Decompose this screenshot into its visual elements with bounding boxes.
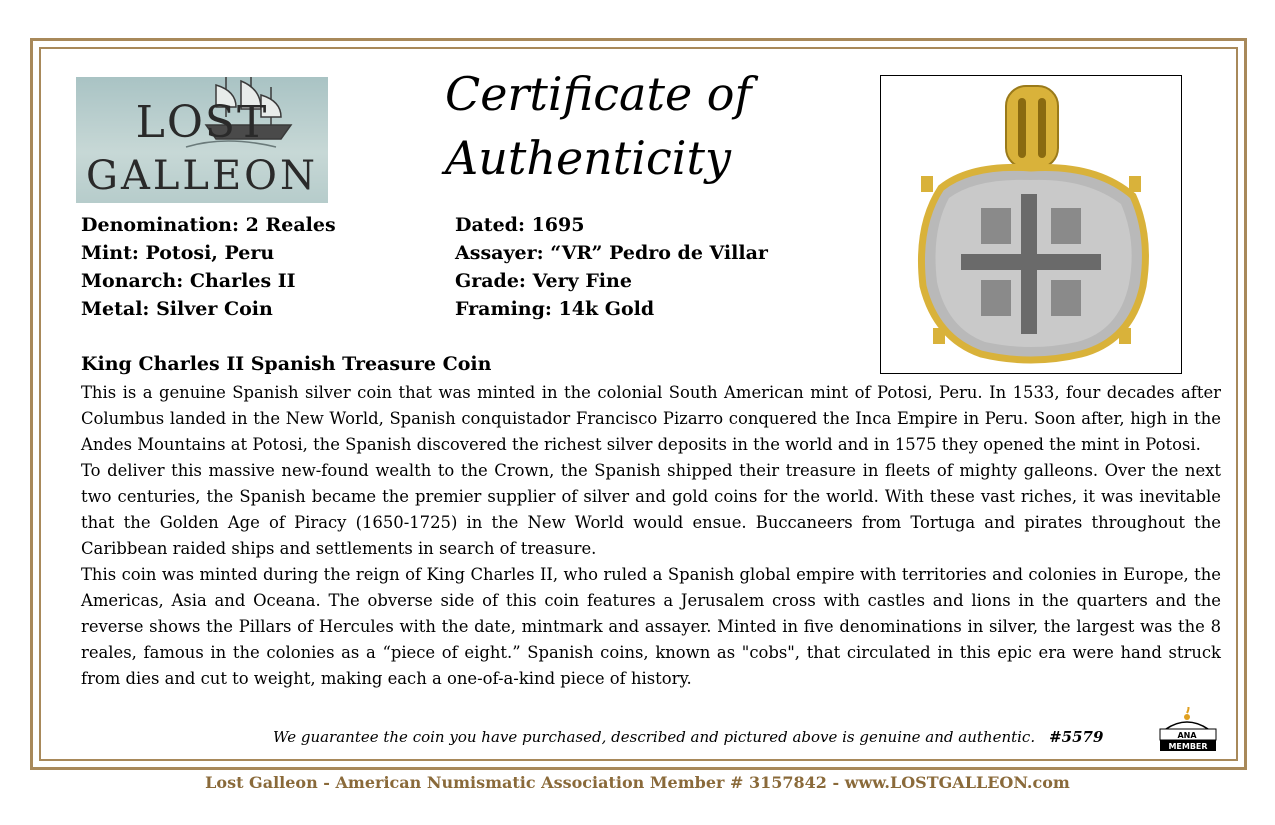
spec-denomination: Denomination: 2 Reales	[81, 214, 336, 236]
specs-right	[455, 211, 768, 323]
section-heading: King Charles II Spanish Treasure Coin	[81, 353, 492, 375]
spec-metal: Metal: Silver Coin	[81, 298, 273, 320]
description-body	[81, 380, 1221, 692]
certificate-title	[445, 62, 845, 190]
paragraph: This is a genuine Spanish silver coin that was minted in the colonial South American mint of Potosi, Peru. In 1533, four decades after Columbus landed in the New World, Spanish conquistador Francisco Pizarro conquered the Inca Empire in Peru. Soon after, high in the Andes Mountains at Potosi, the Spanish discovered the richest silver deposits in the world and in 1575 they opened the mint in Potosi.	[81, 383, 1221, 454]
paragraph: To deliver this massive new-found wealth to the Crown, the Spanish shipped their treasure in fleets of mighty galleons. Over the next two centuries, the Spanish became the premier supplier of silver and gold coins for the world. With these vast riches, it was inevitable that the Golden Age of Piracy (1650-1725) in the New World would ensue. Buccaneers from Tortuga and pirates throughout the Caribbean raided ships and settlements in search of treasure.	[81, 461, 1221, 558]
galleon-ship-icon	[76, 77, 328, 203]
footer-line: Lost Galleon - American Numismatic Association Member # 3157842 - www.LOSTGALLEON.com	[205, 773, 1070, 792]
spec-monarch: Monarch: Charles II	[81, 270, 296, 292]
spec-framing: Framing: 14k Gold	[455, 298, 655, 320]
coin-photo	[880, 75, 1182, 374]
guarantee-line	[273, 728, 1103, 746]
guarantee-text: We guarantee the coin you have purchased, described and pictured above is genuine and authentic.	[273, 728, 1036, 746]
ana-member-badge	[1152, 707, 1222, 757]
logo-line1: LOST	[135, 97, 269, 148]
logo-line2: GALLEON	[86, 153, 318, 199]
spec-assayer: Assayer: “VR” Pedro de Villar	[455, 242, 768, 264]
svg-text:MEMBER: MEMBER	[1168, 742, 1208, 751]
coin-pendant-icon	[881, 76, 1181, 373]
ana-lamp-icon	[1152, 707, 1222, 757]
svg-text:ANA: ANA	[1177, 731, 1197, 740]
spec-mint: Mint: Potosi, Peru	[81, 242, 275, 264]
title-line2: Authenticity	[445, 131, 731, 185]
lost-galleon-logo	[76, 77, 328, 203]
spec-grade: Grade: Very Fine	[455, 270, 632, 292]
certificate-number: #5579	[1049, 728, 1104, 746]
title-line1: Certificate of	[445, 67, 752, 121]
spec-dated: Dated: 1695	[455, 214, 585, 236]
specs-left	[81, 211, 336, 323]
paragraph: This coin was minted during the reign of King Charles II, who ruled a Spanish global empire with territories and colonies in Europe, the Americas, Asia and Oceana. The obverse side of this coin features a Jerusalem cross with castles and lions in the quarters and the reverse shows the Pillars of Hercules with the date, mintmark and assayer. Minted in five denominations in silver, the largest was the 8 reales, famous in the colonies as a “piece of eight.” Spanish coins, known as "cobs", that circulated in this epic era were hand struck from dies and cut to weight, making each a one-of-a-kind piece of history.	[81, 565, 1221, 688]
